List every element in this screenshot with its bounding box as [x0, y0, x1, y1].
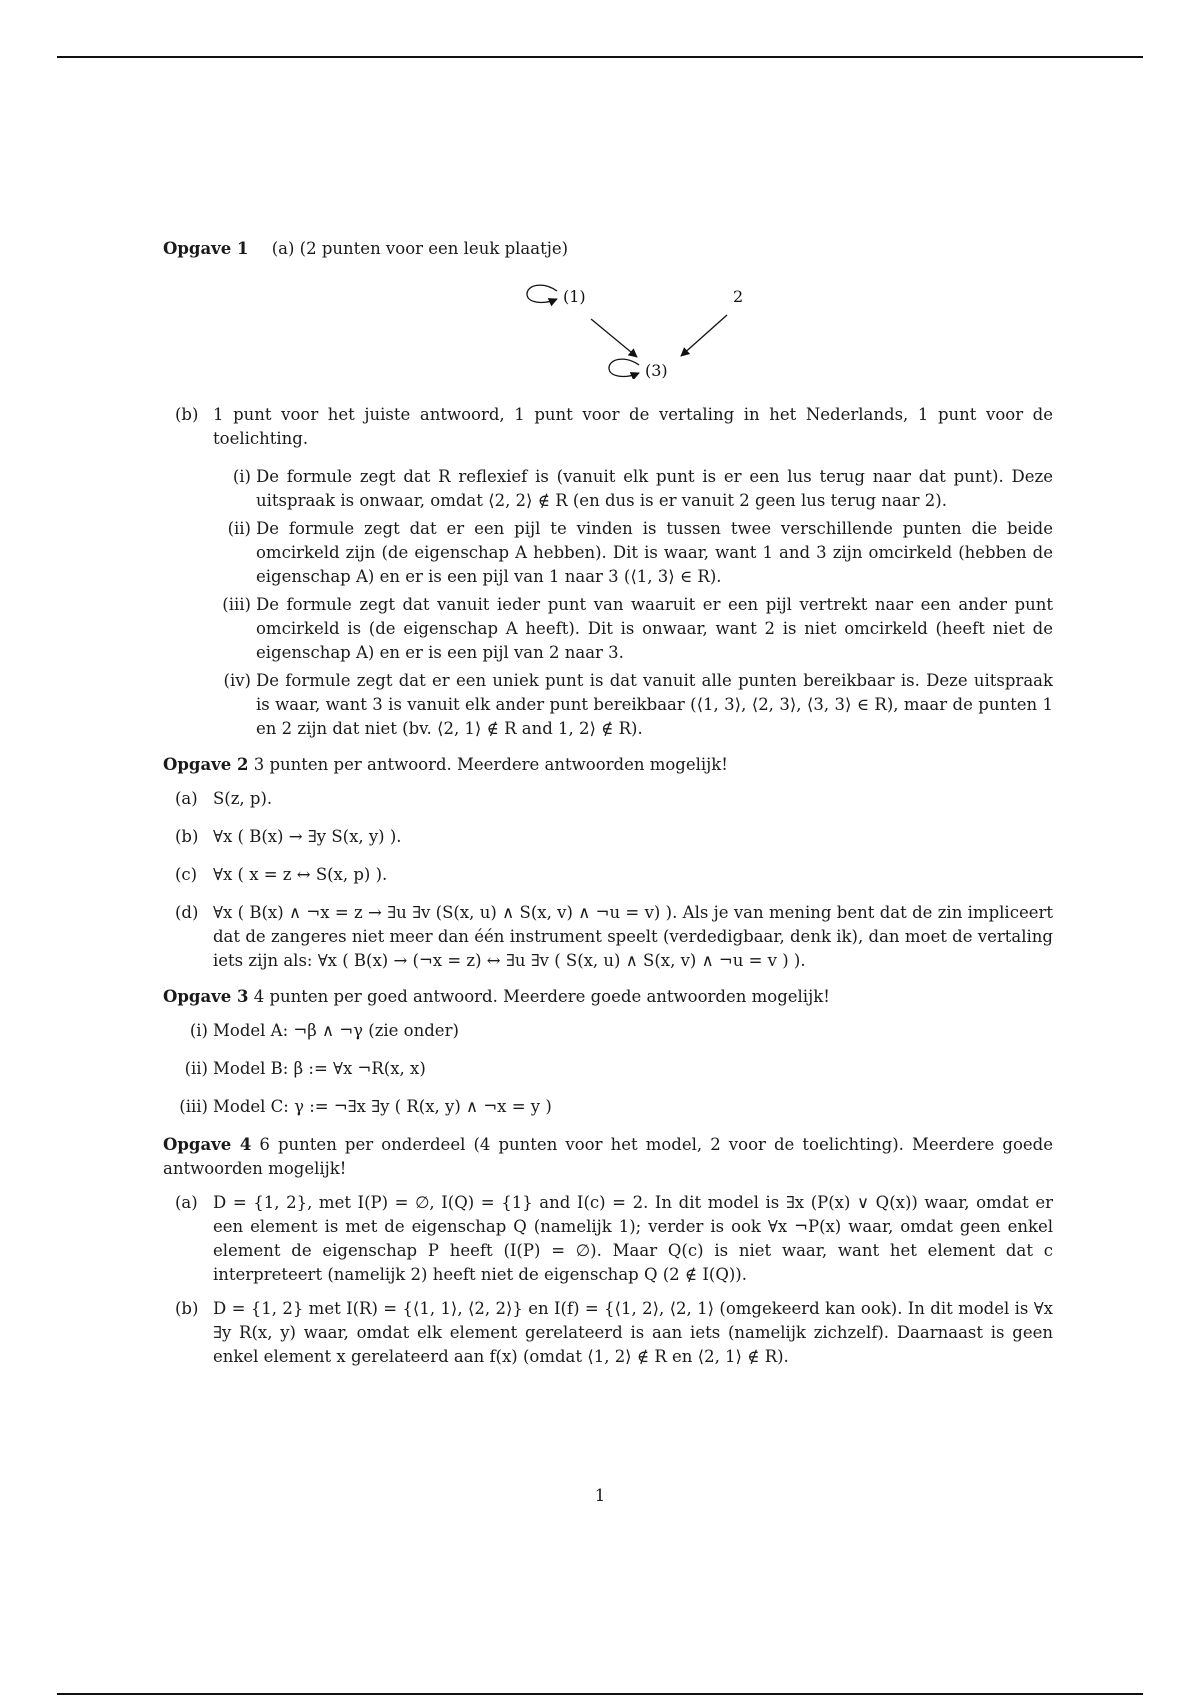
sub-item-label: (i) — [232, 467, 251, 486]
sub-item-label: (iii) — [222, 595, 251, 614]
opgave-2-item — [163, 863, 1053, 887]
node-1-loop-arrow — [527, 285, 557, 302]
opgave-4-heading — [163, 1133, 1053, 1181]
opgave-3-intro: 4 punten per goed antwoord. Meerdere goede antwoorden mogelijk! — [253, 987, 830, 1006]
item-text: S(z, p). — [213, 789, 273, 808]
opgave-3-title: Opgave 3 — [163, 987, 249, 1006]
opgave-1-sub-item — [163, 517, 1053, 589]
sub-item-text: De formule zegt dat vanuit ieder punt van waaruit er een pijl vertrekt naar een ander punt omcirkeld is (de eigenschap A heeft). Dit is onwaar, want 2 is niet omcirkeld (heeft niet de eigenschap A) en er is een pijl van 2 naar 3. — [256, 595, 1053, 662]
item-text: ∀x ( B(x) → ∃y S(x, y) ). — [213, 827, 402, 846]
item-text: D = {1, 2} met I(R) = {⟨1, 1⟩, ⟨2, 2⟩} en I(f) = {⟨1, 2⟩, ⟨2, 1⟩ (omgekeerd kan ook). In dit model is ∀x ∃y R(x, y) waar, omdat elk element gerelateerd is aan iets (namelijk zichzelf). Daarnaast is geen enkel element x gerelateerd aan f(x) (omdat ⟨1, 2⟩ ∉ R en ⟨2, 1⟩ ∉ R). — [213, 1299, 1053, 1366]
opgave-4-intro: 6 punten per onderdeel (4 punten voor het model, 2 voor de toelichting). Meerdere goede antwoorden mogelijk! — [163, 1135, 1053, 1178]
opgave-3-list — [163, 1019, 1053, 1119]
item-label: (b) — [175, 827, 199, 846]
node-1-label: (1) — [563, 287, 586, 306]
opgave-4-title: Opgave 4 — [163, 1135, 252, 1154]
header-rule — [57, 56, 1143, 58]
arrow-2-to-3 — [681, 315, 727, 356]
item-text: ∀x ( x = z ↔ S(x, p) ). — [213, 865, 388, 884]
page-number: 1 — [594, 1486, 606, 1505]
opgave-1-b — [163, 403, 1053, 451]
opgave-2-intro: 3 punten per antwoord. Meerdere antwoorden mogelijk! — [253, 755, 728, 774]
sub-item-text: De formule zegt dat er een pijl te vinden is tussen twee verschillende punten die beide omcirkeld zijn (de eigenschap A hebben). Dit is waar, want 1 and 3 zijn omcirkeld (hebben de eigenschap A) en er is een pijl van 1 naar 3 (⟨1, 3⟩ ∈ R). — [256, 519, 1053, 586]
opgave-3-item — [163, 1019, 1053, 1043]
node-3-label: (3) — [645, 361, 668, 379]
item-text: Model B: β := ∀x ¬R(x, x) — [213, 1059, 426, 1078]
opgave-1-a-label: (a) — [271, 239, 295, 258]
item-label: (c) — [175, 865, 198, 884]
opgave-4-item — [163, 1191, 1053, 1287]
opgave-3-item — [163, 1095, 1053, 1119]
arrow-1-to-3 — [591, 319, 637, 357]
item-label: (i) — [189, 1021, 208, 1040]
node-2-label: 2 — [733, 287, 744, 306]
document-body — [163, 237, 1053, 1369]
sub-item-text: De formule zegt dat er een uniek punt is dat vanuit alle punten bereikbaar is. Deze uitspraak is waar, want 3 is vanuit elk ander punt bereikbaar (⟨1, 3⟩, ⟨2, 3⟩, ⟨3, 3⟩ ∈ R), maar de punten 1 en 2 zijn dat niet (bv. ⟨2, 1⟩ ∉ R and 1, 2⟩ ∉ R). — [256, 671, 1053, 738]
item-text: Model C: γ := ¬∃x ∃y ( R(x, y) ∧ ¬x = y ) — [213, 1097, 552, 1116]
item-label: (b) — [175, 1299, 199, 1318]
item-label: (d) — [175, 903, 199, 922]
opgave-3-heading — [163, 985, 1053, 1009]
opgave-2-title: Opgave 2 — [163, 755, 249, 774]
sub-item-text: De formule zegt dat R reflexief is (vanuit elk punt is er een lus terug naar dat punt). Deze uitspraak is onwaar, omdat ⟨2, 2⟩ ∉ R (en dus is er vanuit 2 geen lus terug naar 2). — [256, 467, 1053, 510]
opgave-2-item — [163, 901, 1053, 973]
node-3-loop-arrow — [609, 359, 639, 376]
opgave-2-item — [163, 825, 1053, 849]
opgave-3-item — [163, 1057, 1053, 1081]
opgave-1-a-text: (2 punten voor een leuk plaatje) — [299, 239, 569, 258]
sub-item-label: (iv) — [223, 671, 251, 690]
item-label: (a) — [175, 1193, 198, 1212]
opgave-1-sub-item — [163, 465, 1053, 513]
opgave-1-title: Opgave 1 — [163, 239, 249, 258]
opgave-2-list — [163, 787, 1053, 973]
opgave-1-sub-list — [163, 465, 1053, 741]
item-label: (iii) — [179, 1097, 208, 1116]
opgave-4-item — [163, 1297, 1053, 1369]
item-text: Model A: ¬β ∧ ¬γ (zie onder) — [213, 1021, 459, 1040]
opgave-1-heading — [163, 237, 1053, 261]
opgave-1-sub-item — [163, 593, 1053, 665]
sub-item-label: (ii) — [227, 519, 251, 538]
item-label: (ii) — [184, 1059, 208, 1078]
footer-rule — [57, 1693, 1143, 1695]
relation-diagram-svg — [513, 269, 753, 379]
relation-diagram — [163, 269, 1053, 397]
opgave-4-list — [163, 1191, 1053, 1369]
opgave-1-b-text: 1 punt voor het juiste antwoord, 1 punt voor de vertaling in het Nederlands, 1 punt voor de toelichting. — [213, 405, 1053, 448]
opgave-2-item — [163, 787, 1053, 811]
item-label: (a) — [175, 789, 198, 808]
opgave-1-sub-item — [163, 669, 1053, 741]
item-text: ∀x ( B(x) ∧ ¬x = z → ∃u ∃v (S(x, u) ∧ S(x, v) ∧ ¬u = v) ). Als je van mening bent dat de zin impliceert dat de zangeres niet meer dan één instrument speelt (verdedigbaar, denk ik), dan moet de vertaling iets zijn als: ∀x ( B(x) → (¬x = z) ↔ ∃u ∃v ( S(x, u) ∧ S(x, v) ∧ ¬u = v ) ). — [213, 903, 1053, 970]
opgave-2-heading — [163, 753, 1053, 777]
opgave-1-b-label: (b) — [175, 405, 199, 424]
item-text: D = {1, 2}, met I(P) = ∅, I(Q) = {1} and I(c) = 2. In dit model is ∃x (P(x) ∨ Q(x)) waar, omdat er een element is met de eigenschap Q (namelijk 1); verder is ook ∀x ¬P(x) waar, omdat geen enkel element de eigenschap P heeft (I(P) = ∅). Maar Q(c) is niet waar, want het element dat c interpreteert (namelijk 2) heeft niet de eigenschap Q (2 ∉ I(Q)). — [213, 1193, 1053, 1284]
